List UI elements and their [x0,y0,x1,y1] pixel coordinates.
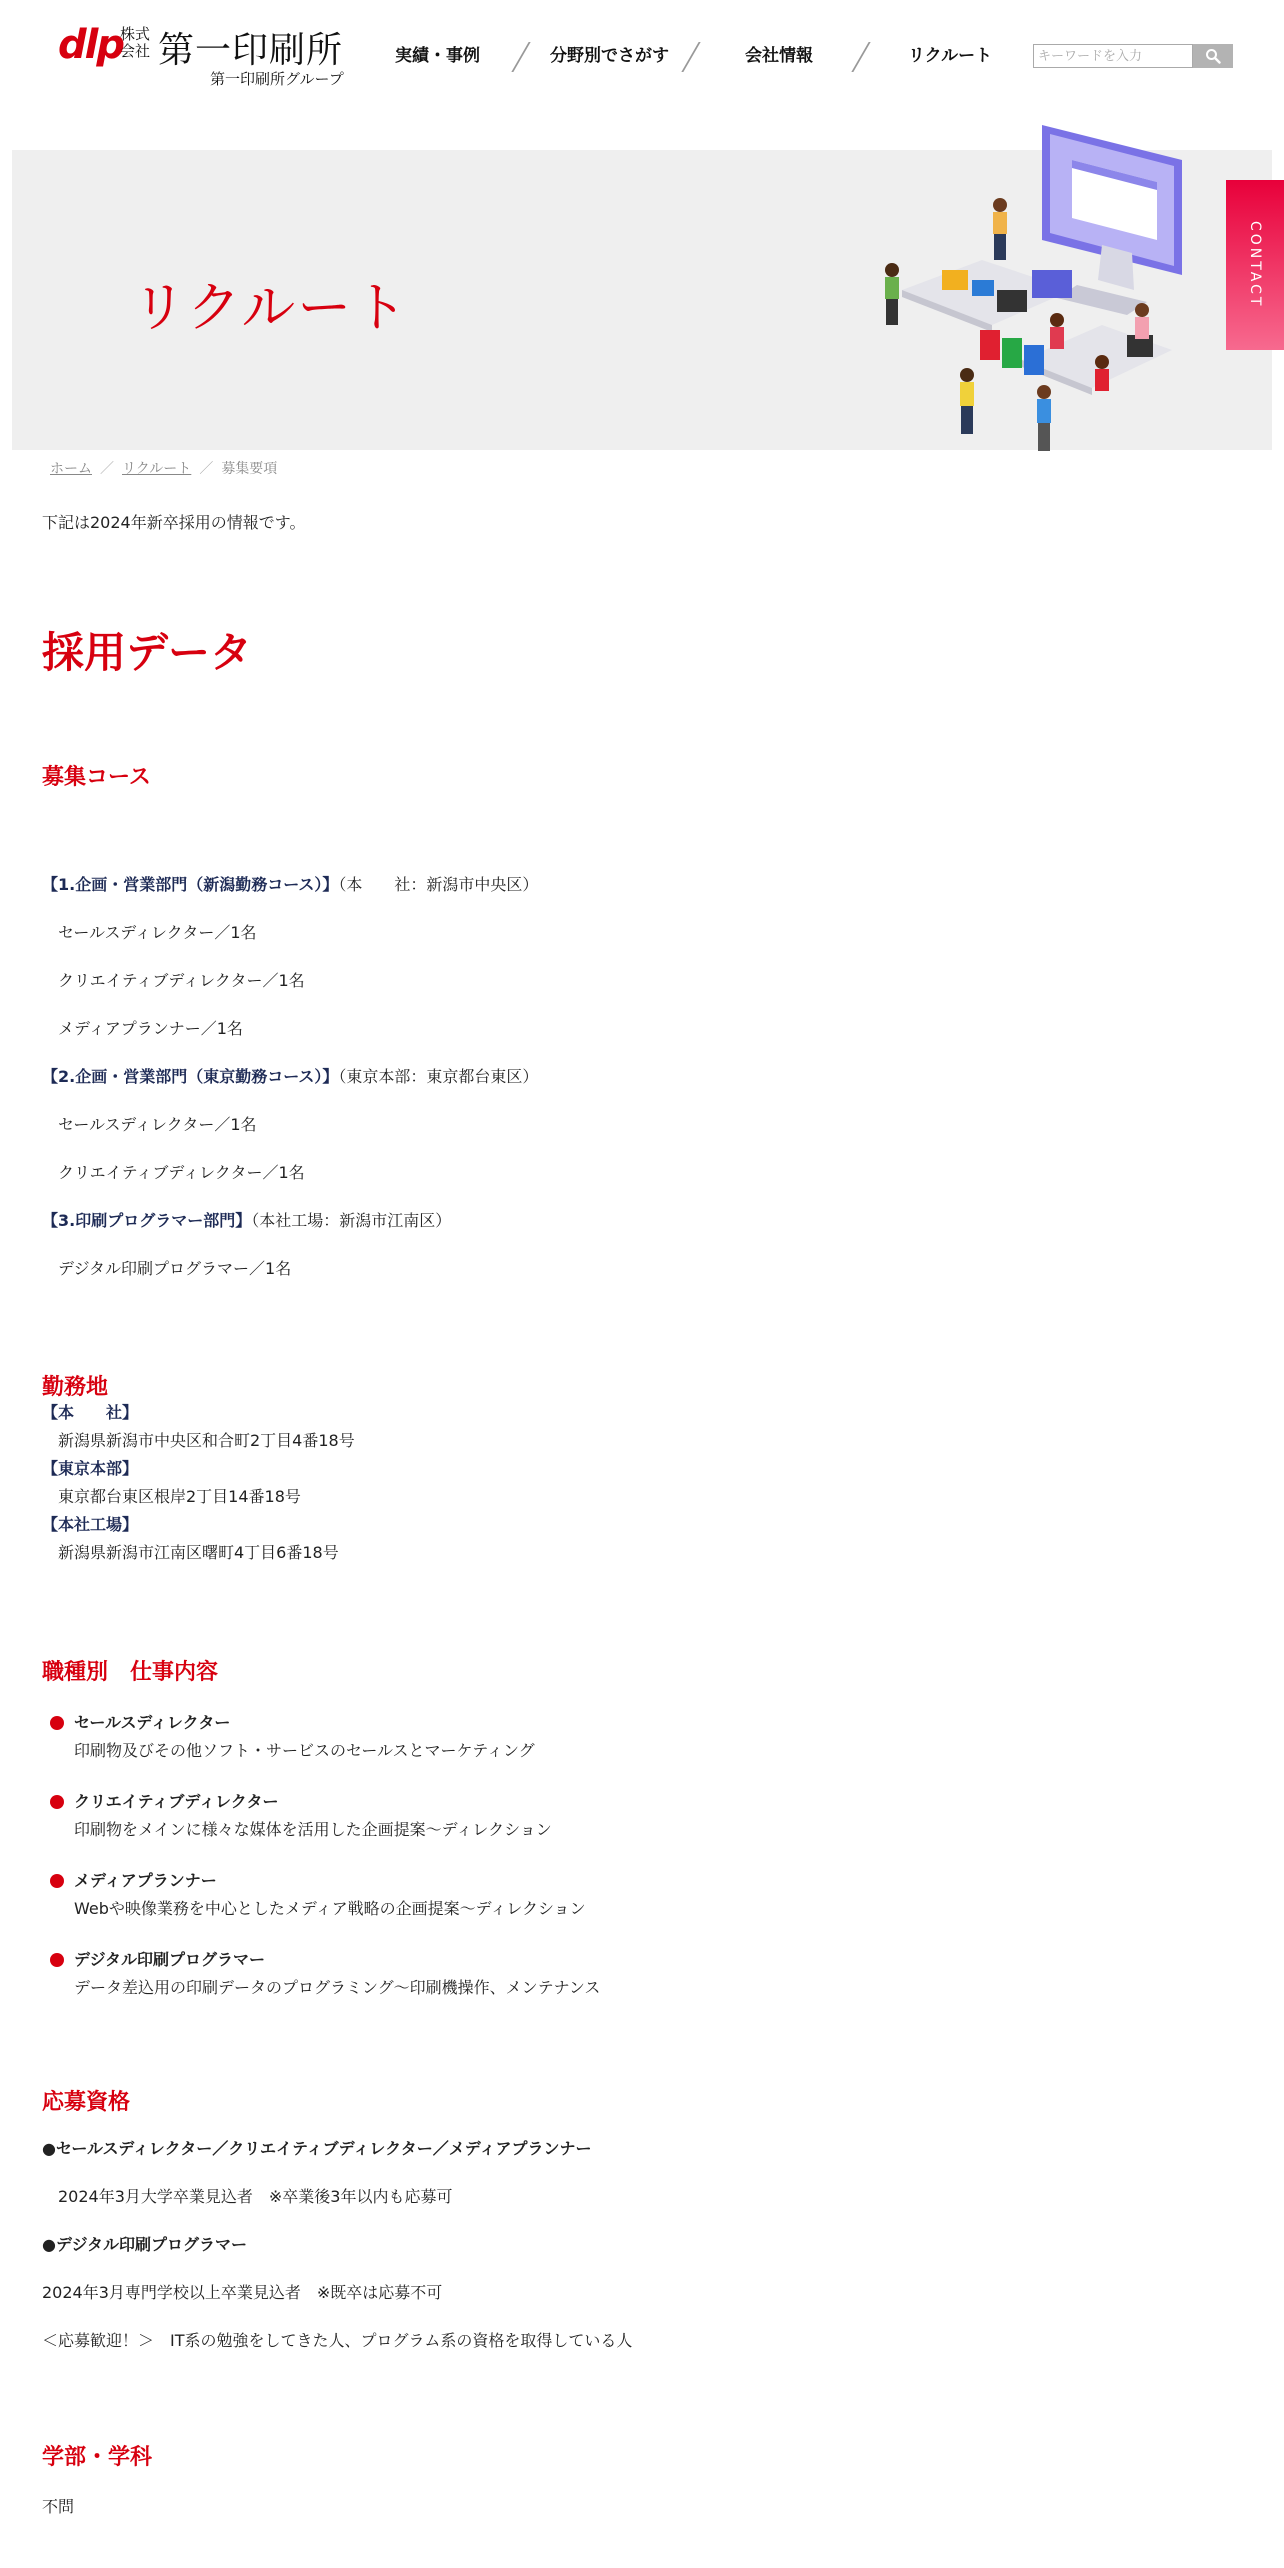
heading-courses: 募集コース [42,765,151,790]
workplace-address: 東京都台東区根岸2丁目14番18号 [58,1487,301,1506]
course-group-2: 【2.企画・営業部門（東京勤務コース）】（東京本部：東京都台東区） [42,1067,539,1086]
heading-job-descriptions: 職種別 仕事内容 [42,1660,219,1685]
heading-faculty: 学部・学科 [42,2445,153,2470]
course-role: セールスディレクター／1名 [58,923,257,942]
site-header [0,0,1284,100]
course-group-1: 【1.企画・営業部門（新潟勤務コース）】（本 社：新潟市中央区） [42,875,539,894]
company-logo[interactable] [58,22,348,92]
bullet-icon [50,1953,64,1967]
job-description: 印刷物をメインに様々な媒体を活用した企画提案〜ディレクション [74,1820,552,1839]
workplace-address: 新潟県新潟市江南区曙町4丁目6番18号 [58,1543,339,1562]
breadcrumb-recruit[interactable]: リクルート [122,461,192,477]
nav-item-fields[interactable]: 分野別でさがす [550,46,669,66]
nav-divider [681,42,700,72]
search-button[interactable] [1193,44,1233,68]
page-hero [12,150,1272,450]
breadcrumb [50,458,277,478]
search-form [1033,44,1233,68]
logo-company-name: 第一印刷所 [158,30,344,71]
search-icon [1205,48,1221,64]
job-description: データ差込用の印刷データのプログラミング〜印刷機操作、メンテナンス [74,1978,601,1997]
course-role: クリエイティブディレクター／1名 [58,971,305,990]
workplace-label: 【本社工場】 [42,1515,139,1534]
job-title: セールスディレクター [74,1713,231,1732]
faculty-text: 不問 [42,2497,75,2516]
job-description: 印刷物及びその他ソフト・サービスのセールスとマーケティング [74,1741,535,1760]
bullet-icon [50,1716,64,1730]
nav-divider [851,42,870,72]
job-title: メディアプランナー [74,1871,217,1890]
job-title: クリエイティブディレクター [74,1792,279,1811]
breadcrumb-current: 募集要項 [221,461,278,477]
intro-text: 下記は2024年新卒採用の情報です。 [42,513,306,532]
workplace-label: 【本 社】 [42,1403,139,1422]
course-group-3: 【3.印刷プログラマー部門】（本社工場：新潟市江南区） [42,1211,452,1230]
breadcrumb-separator: ／ [199,461,214,477]
workplace-label: 【東京本部】 [42,1459,139,1478]
course-role: デジタル印刷プログラマー／1名 [58,1259,292,1278]
contact-label: CONTACT [1247,221,1263,309]
qualification-group-title: ●セールスディレクター／クリエイティブディレクター／メディアプランナー [42,2139,592,2158]
page-title: リクルート [132,276,410,339]
qualification-welcome: ＜応募歓迎！＞ IT系の勉強をしてきた人、プログラム系の資格を取得している人 [42,2331,633,2350]
heading-workplace: 勤務地 [42,1375,109,1400]
search-input[interactable] [1033,44,1193,68]
course-role: クリエイティブディレクター／1名 [58,1163,305,1182]
nav-item-works[interactable]: 実績・事例 [395,46,480,66]
job-title: デジタル印刷プログラマー [74,1950,266,1969]
qualification-text: 2024年3月大学卒業見込者 ※卒業後3年以内も応募可 [58,2187,453,2206]
logo-kabushikigaisha: 株式会社 [120,25,151,60]
course-role: メディアプランナー／1名 [58,1019,243,1038]
heading-qualifications: 応募資格 [42,2090,131,2115]
nav-item-recruit[interactable]: リクルート [908,46,993,66]
breadcrumb-home[interactable]: ホーム [50,461,92,477]
bullet-icon [50,1795,64,1809]
breadcrumb-separator: ／ [100,461,114,477]
office-illustration [872,120,1202,480]
qualification-text: 2024年3月専門学校以上卒業見込者 ※既卒は応募不可 [42,2283,443,2302]
logo-mark: dlp [58,22,123,68]
section-heading-recruit-data: 採用データ [42,628,253,677]
workplace-address: 新潟県新潟市中央区和合町2丁目4番18号 [58,1431,355,1450]
qualification-group-title: ●デジタル印刷プログラマー [42,2235,248,2254]
nav-item-company[interactable]: 会社情報 [745,46,813,66]
contact-tab[interactable] [1226,180,1284,350]
bullet-icon [50,1874,64,1888]
nav-divider [511,42,530,72]
job-description: Webや映像業務を中心としたメディア戦略の企画提案〜ディレクション [74,1899,586,1918]
course-role: セールスディレクター／1名 [58,1115,257,1134]
logo-group-name: 第一印刷所グループ [210,70,344,88]
